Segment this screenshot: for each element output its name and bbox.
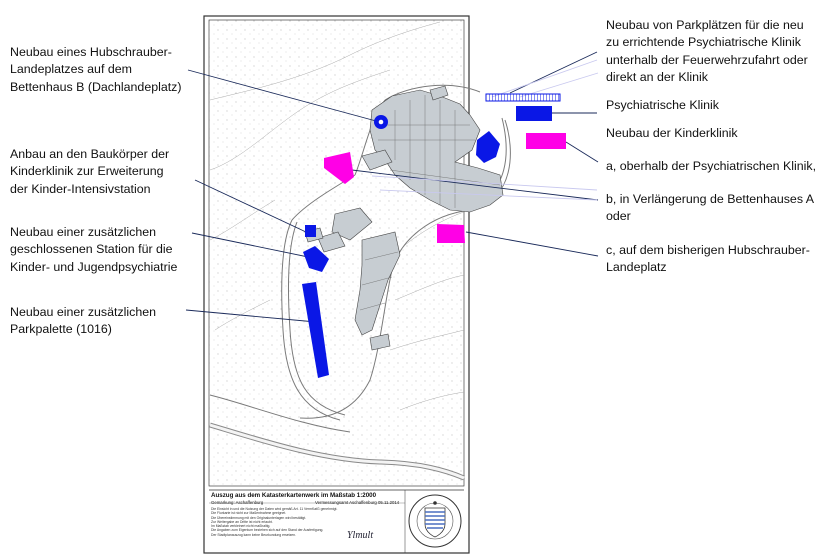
map-footer-signature: Ylmult xyxy=(347,530,374,541)
label-option-b: b, in Verlängerung de Bettenhauses A oder xyxy=(606,192,815,224)
map-footer-fine-print: Die Einsicht in und die Nutzung der Daten wird gemäß Art. 11 VermKatG genehmigt. Die Flurkarte ist nicht zur Maßentnahme geeignet. Die Übereinstimmung mit den Originalunterlagen wird bestätigt. Zur Weitergabe an Dritte ist nicht erlaubt. Im Maßstab verkleinert nicht maßhaltig. Die Angaben zum Eigentum beziehen sich auf den Stand der Ausfertigung. Der Stadtplanauszug kann keine Beurkundung ersetzen. xyxy=(211,507,338,537)
label-heli-pad-roof: Neubau eines Hubschrauber- Landeplatzes auf dem Bettenhaus B (Dachlandeplatz) xyxy=(10,45,182,94)
label-psych-clinic: Psychiatrische Klinik xyxy=(606,98,719,112)
label-parking-psych: Neubau von Parkplätzen für die neu zu errichtende Psychiatrische Klinik unterhalb der Feuerwehrzufahrt oder direkt an der Klinik xyxy=(606,18,808,85)
child-icu-annex-marker xyxy=(305,225,316,237)
label-child-icu-extension: Anbau an den Baukörper der Kinderklinik zur Erweiterung der Kinder-Intensivstation xyxy=(10,147,170,196)
label-option-c: c, auf dem bisherigen Hubschrauber- Landeplatz xyxy=(606,243,810,275)
label-new-childrens-clinic: Neubau der Kinderklinik xyxy=(606,126,738,140)
option-a-marker xyxy=(526,133,566,149)
blue-annex-marker xyxy=(476,131,500,163)
map-footer-office: Vermessungsamt Aschaffenburg 05.11.2014 xyxy=(315,500,400,505)
parking-strip-marker xyxy=(486,94,560,101)
option-c-marker xyxy=(437,224,465,243)
label-parking-deck: Neubau einer zusätzlichen Parkpalette (1016) xyxy=(10,305,157,337)
bavarian-seal-icon xyxy=(409,495,461,547)
map-footer-district: Gemarkung: Aschaffenburg xyxy=(211,500,264,505)
map-footer-title: Auszug aus dem Katasterkartenwerk im Maßstab 1:2000 xyxy=(211,492,377,499)
label-closed-ward: Neubau einer zusätzlichen geschlossenen Station für die Kinder- und Jugendpsychiatrie xyxy=(10,225,178,274)
psychiatric-clinic-marker xyxy=(516,106,552,121)
label-option-a: a, oberhalb der Psychiatrischen Klinik, xyxy=(606,159,817,173)
